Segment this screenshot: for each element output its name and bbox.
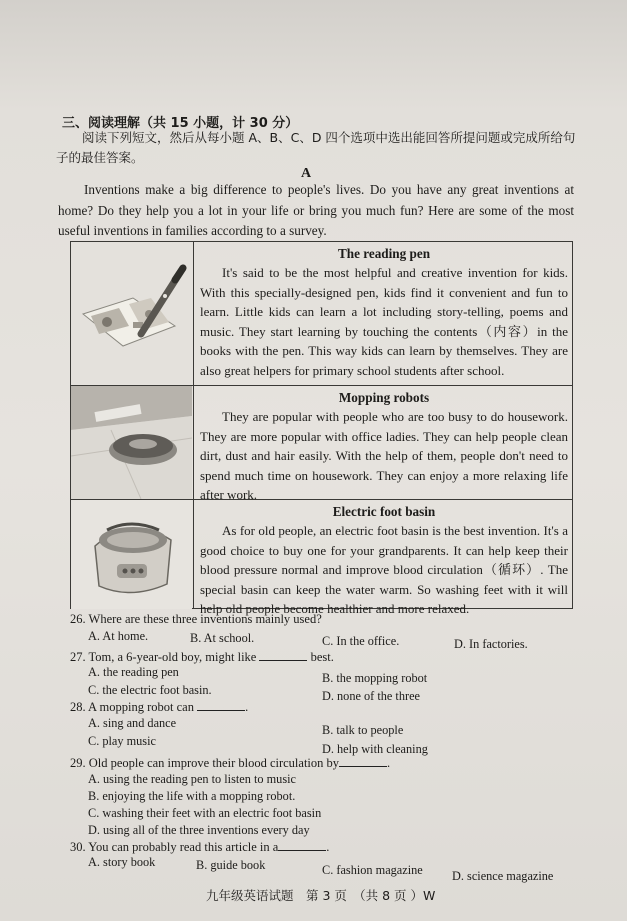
q28-option-a: A. sing and dance bbox=[88, 716, 177, 730]
page-footer: 九年级英语试题 第 3 页 （共 8 页 ）W bbox=[206, 888, 436, 903]
reading-pen-picture bbox=[71, 242, 194, 385]
question-29-stem bbox=[70, 754, 390, 772]
q26-option-d: D. In factories. bbox=[454, 637, 528, 651]
q28-option-d: D. help with cleaning bbox=[322, 742, 428, 756]
passage-letter: A bbox=[301, 166, 312, 181]
q28-option-c: C. play music bbox=[88, 734, 156, 748]
q27-option-a: A. the reading pen bbox=[88, 665, 179, 679]
q30-option-c: C. fashion magazine bbox=[322, 863, 423, 877]
table-row-mopping-robots bbox=[71, 385, 572, 502]
q27-stem-end: best. bbox=[310, 650, 334, 664]
q28-stem-end: . bbox=[245, 700, 249, 714]
q29-stem-end: . bbox=[387, 756, 391, 770]
q29-stem-text: 29. Old people can improve their blood circulation by bbox=[70, 756, 340, 770]
q30-option-a: A. story book bbox=[88, 855, 156, 869]
q27-option-d: D. none of the three bbox=[322, 689, 420, 703]
q26-option-a: A. At home. bbox=[88, 629, 149, 643]
inventions-table bbox=[70, 241, 573, 616]
item-title-reading-pen: The reading pen bbox=[337, 246, 431, 261]
table-row-reading-pen bbox=[71, 242, 572, 385]
section-instructions: 阅读下列短文，然后从每小题 A、B、C、D 四个选项中选出能回答所提问题或完成所给句子的最佳答案。 bbox=[56, 130, 576, 165]
q30-stem-text: 30. You can probably read this article in a bbox=[70, 840, 279, 854]
q27-option-b: B. the mopping robot bbox=[322, 671, 428, 685]
section-heading: 三、阅读理解（共 15 小题，计 30 分） bbox=[62, 116, 299, 131]
item-title-electric-foot-basin: Electric foot basin bbox=[332, 504, 436, 519]
q28-stem-text: 28. A mopping robot can bbox=[70, 700, 194, 714]
q30-blank bbox=[278, 838, 326, 851]
item-body-electric-foot-basin: As for old people, an electric foot basin is the best invention. It's a good choice to buy one for your grandparents. It can help keep their blood pressure normal and improve blood circulation（循环）. The special basin can keep the water warm. So washing feet with it will help old people become healthier and more relaxed. bbox=[200, 523, 568, 616]
item-body-reading-pen: It's said to be the most helpful and creative invention for kids. With this specially-designed pen, kids find it convenient and fun to learn. Little kids can learn a lot including story-telling, poems and music. They start learning by touching the contents（内容）in the books with the pen. This way kids can learn by themselves. They are also great helpers for primary school students after school. bbox=[200, 265, 568, 378]
passage-intro: Inventions make a big difference to people's lives. Do you have any great inventions at home? Do they help you a lot in your life or bring you much fun? Here are some of the most useful inventions in families according to a survey. bbox=[58, 182, 574, 238]
q26-option-b: B. At school. bbox=[190, 631, 255, 645]
q27-stem-text: 27. Tom, a 6-year-old boy, might like bbox=[70, 650, 257, 664]
q26-option-c: C. In the office. bbox=[322, 634, 400, 648]
q28-blank bbox=[197, 698, 245, 711]
q29-blank bbox=[339, 754, 387, 767]
table-row-electric-foot-basin bbox=[71, 499, 572, 616]
item-title-mopping-robots: Mopping robots bbox=[338, 390, 430, 405]
q30-option-d: D. science magazine bbox=[452, 869, 554, 883]
q28-option-b: B. talk to people bbox=[322, 723, 404, 737]
q29-option-a: A. using the reading pen to listen to music bbox=[88, 772, 296, 786]
item-body-mopping-robots: They are popular with people who are too busy to do housework. They are more popular with office ladies. They can help people clean dirt, dust and hair easily. With the help of them, people don't need to spend much time on housework. They can enjoy a more relaxing life after work. bbox=[200, 409, 568, 502]
q30-option-b: B. guide book bbox=[196, 858, 266, 872]
question-26-stem: 26. Where are these three inventions mainly used? bbox=[70, 612, 322, 626]
foot-basin-picture bbox=[71, 500, 194, 609]
q27-option-c: C. the electric foot basin. bbox=[88, 683, 212, 697]
q29-option-c: C. washing their feet with an electric foot basin bbox=[88, 806, 322, 820]
q29-option-b: B. enjoying the life with a mopping robot. bbox=[88, 789, 296, 803]
mopping-robot-picture bbox=[71, 386, 194, 499]
q27-blank bbox=[259, 648, 307, 661]
q29-option-d: D. using all of the three inventions every day bbox=[88, 823, 310, 837]
question-28-stem bbox=[70, 698, 248, 716]
q30-stem-end: . bbox=[326, 840, 330, 854]
